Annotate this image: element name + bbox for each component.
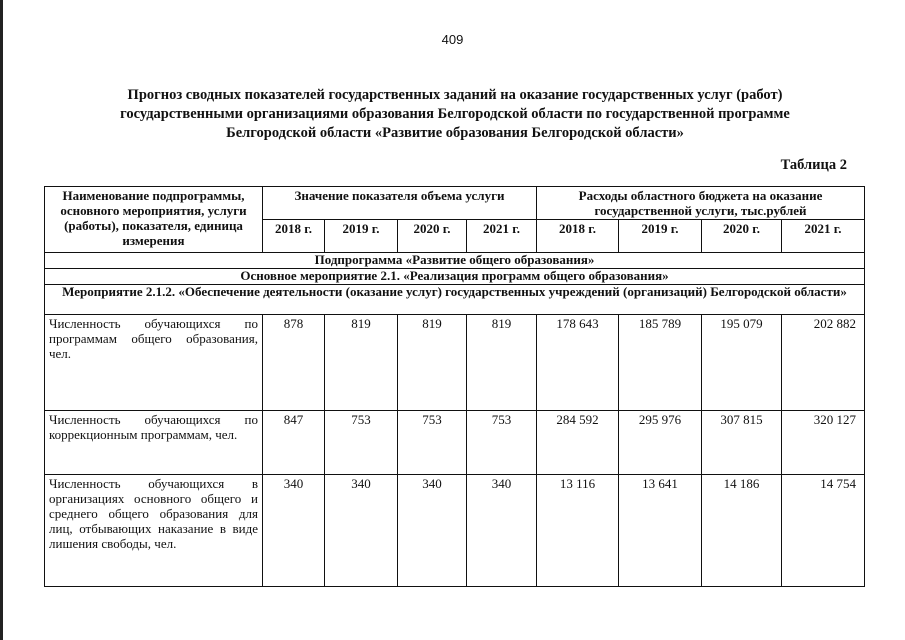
volume-cell: 819 xyxy=(398,315,467,411)
title-line-3: Белгородской области «Развитие образования Белгородской области» xyxy=(226,125,684,141)
page-number: 409 xyxy=(441,32,464,47)
expense-cell: 178 643 xyxy=(537,315,619,411)
volume-cell: 340 xyxy=(398,475,467,587)
volume-cell: 340 xyxy=(467,475,537,587)
expense-cell: 284 592 xyxy=(537,411,619,475)
expense-cell: 14 754 xyxy=(782,475,865,587)
volume-cell: 753 xyxy=(325,411,398,475)
header-expense-year: 2018 г. xyxy=(537,220,619,253)
row-label: Численность обучающихся по программам общего образования, чел. xyxy=(45,315,263,411)
header-volume-group: Значение показателя объема услуги xyxy=(263,187,537,220)
expense-cell: 320 127 xyxy=(782,411,865,475)
volume-cell: 819 xyxy=(325,315,398,411)
expense-cell: 185 789 xyxy=(619,315,702,411)
volume-cell: 340 xyxy=(325,475,398,587)
volume-cell: 847 xyxy=(263,411,325,475)
expense-cell: 307 815 xyxy=(702,411,782,475)
expense-cell: 195 079 xyxy=(702,315,782,411)
scan-left-edge xyxy=(0,0,3,640)
table-row xyxy=(45,475,865,587)
volume-cell: 819 xyxy=(467,315,537,411)
expense-cell: 295 976 xyxy=(619,411,702,475)
expense-cell: 202 882 xyxy=(782,315,865,411)
table-row xyxy=(45,315,865,411)
document-title xyxy=(60,86,850,143)
main-activity-row: Основное мероприятие 2.1. «Реализация программ общего образования» xyxy=(45,269,865,285)
row-label: Численность обучающихся в организациях основного общего и среднего общего образования для лиц, отбывающих наказание в виде лишения свободы, чел. xyxy=(45,475,263,587)
header-expense-year: 2019 г. xyxy=(619,220,702,253)
activity-row: Мероприятие 2.1.2. «Обеспечение деятельности (оказание услуг) государственных учреждений (организаций) Белгородской области» xyxy=(45,285,865,315)
row-label: Численность обучающихся по коррекционным программам, чел. xyxy=(45,411,263,475)
volume-cell: 753 xyxy=(398,411,467,475)
volume-cell: 753 xyxy=(467,411,537,475)
table-row xyxy=(45,411,865,475)
header-expense-group: Расходы областного бюджета на оказание государственной услуги, тыс.рублей xyxy=(537,187,865,220)
header-expense-year: 2020 г. xyxy=(702,220,782,253)
header-volume-year: 2021 г. xyxy=(467,220,537,253)
expense-cell: 13 641 xyxy=(619,475,702,587)
header-expense-year: 2021 г. xyxy=(782,220,865,253)
title-line-1: Прогноз сводных показателей государственных заданий на оказание государственных услуг (работ) xyxy=(127,87,783,103)
table-label: Таблица 2 xyxy=(780,157,847,173)
volume-cell: 878 xyxy=(263,315,325,411)
title-line-2: государственными организациями образования Белгородской области по государственной программе xyxy=(120,106,790,122)
header-volume-year: 2020 г. xyxy=(398,220,467,253)
expense-cell: 13 116 xyxy=(537,475,619,587)
forecast-table xyxy=(44,186,865,587)
header-volume-year: 2018 г. xyxy=(263,220,325,253)
header-volume-year: 2019 г. xyxy=(325,220,398,253)
header-name-col: Наименование подпрограммы, основного мероприятия, услуги (работы), показателя, единица измерения xyxy=(45,187,263,253)
expense-cell: 14 186 xyxy=(702,475,782,587)
subprogram-row: Подпрограмма «Развитие общего образования» xyxy=(45,253,865,269)
volume-cell: 340 xyxy=(263,475,325,587)
